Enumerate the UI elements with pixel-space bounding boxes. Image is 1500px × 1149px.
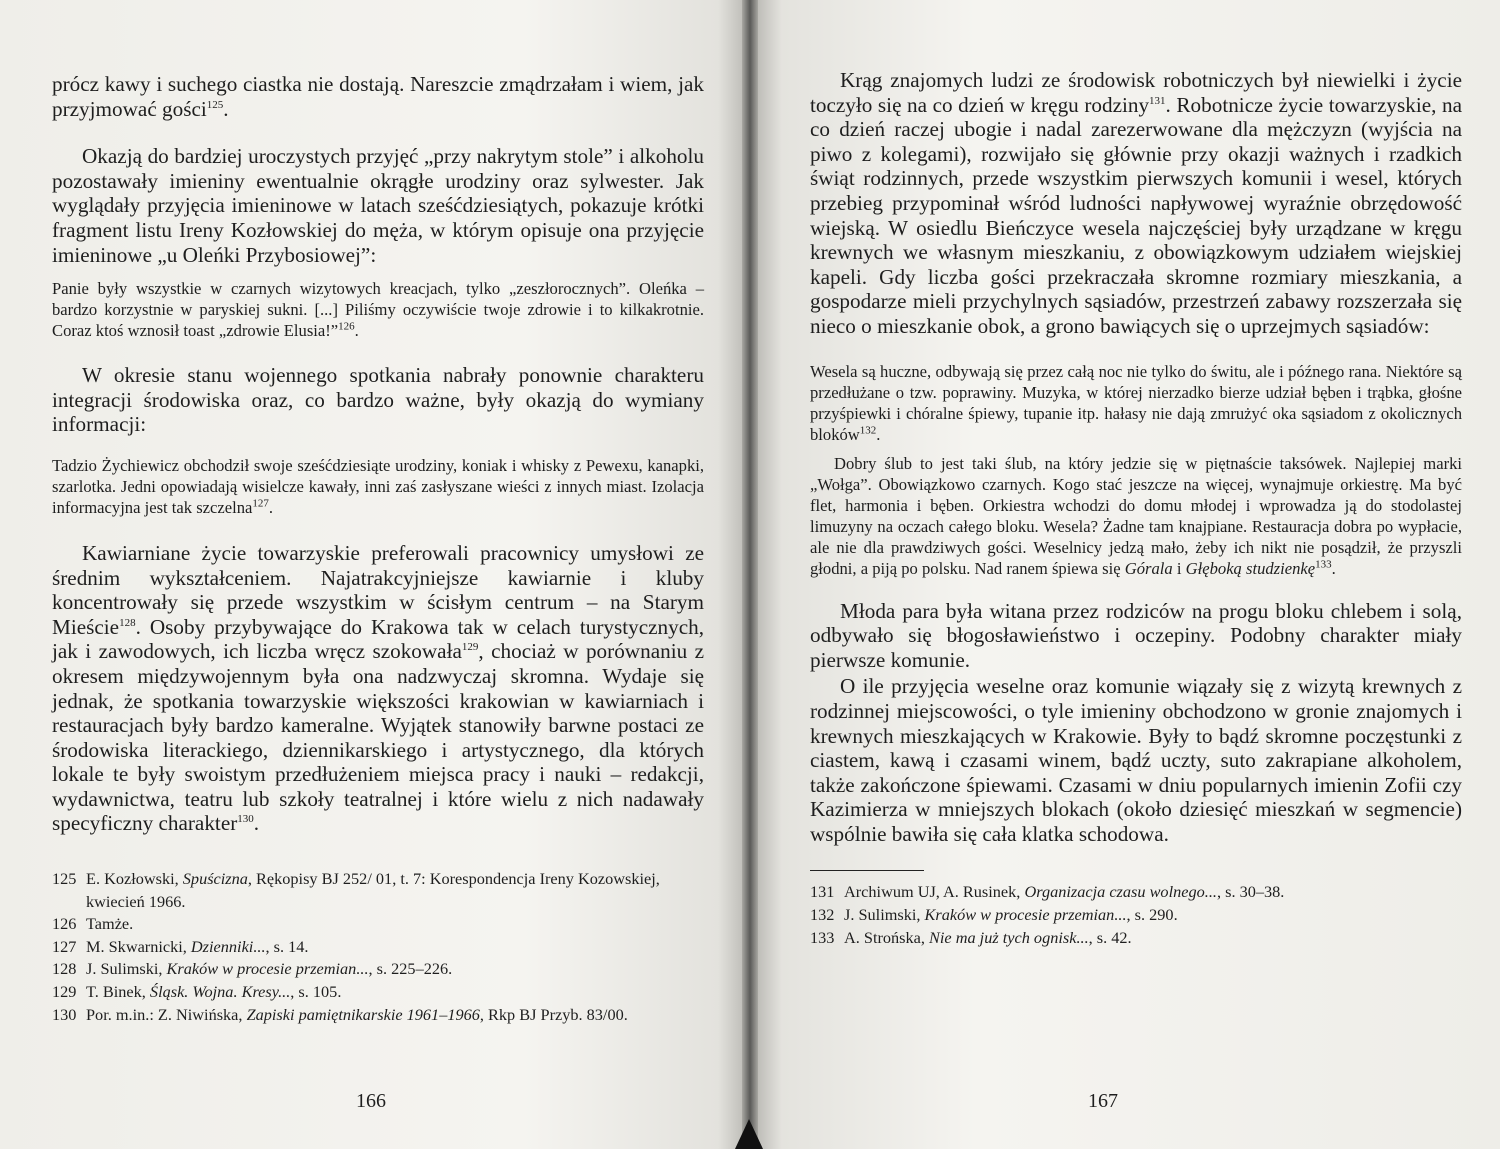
footnote: 129 T. Binek, Śląsk. Wojna. Kresy..., s. 105. <box>52 982 342 1002</box>
footnote-ref[interactable]: 132 <box>859 424 877 436</box>
footnote-ref[interactable]: 133 <box>1315 558 1332 570</box>
footnote: 127 M. Skwarnicki, Dzienniki..., s. 14. <box>52 936 309 956</box>
footnote: 125 E. Kozłowski, Spuścizna, Rękopisy BJ 252/ 01, t. 7: Korespondencja Ireny Kozowskiej, kwiecień 1966. <box>52 869 660 911</box>
right-page <box>752 0 1500 1149</box>
footnote: 131 Archiwum UJ, A. Rusinek, Organizacja czasu wolnego..., s. 30–38. <box>810 882 1285 902</box>
page-number: 167 <box>1088 1090 1118 1112</box>
footnote-ref[interactable]: 130 <box>237 813 254 826</box>
block-quote: Tadzio Żychiewicz obchodził swoje sześćdziesiąte urodziny, koniak i whisky z Pewexu, kanapki, szarlotka. Jedni opowiadają wisielcze kawały, inni zaś zasłyszane wieści z innych miast. Izolacja informacyjna jest tak szczelna$^{127}$. <box>52 455 704 517</box>
footnote-ref[interactable]: 131 <box>1149 94 1166 107</box>
paragraph: Młoda para była witana przez rodziców na progu bloku chlebem i solą, odbywało się błogosławieństwo i oczepiny. Podobny charakter miały pierwsze komunie. <box>810 598 1462 672</box>
left-page <box>0 0 748 1149</box>
block-quote: Panie były wszystkie w czarnych wizytowych kreacjach, tylko „zeszłorocznych”. Oleńka – bardzo korzystnie w paryskiej sukni. [...] Piliśmy oczywiście twoje zdrowie i to kilkakrotnie. Coraz ktoś wznosił toast „zdrowie Elusia!”$^{126}$. <box>52 279 704 341</box>
spine-shadow <box>735 1119 763 1149</box>
footnote: 130 Por. m.in.: Z. Niwińska, Zapiski pamiętnikarskie 1961–1966, Rkp BJ Przyb. 83/00. <box>52 1004 628 1024</box>
footnotes <box>810 881 1462 949</box>
footnote-ref[interactable]: 125 <box>206 98 224 111</box>
footnote-ref[interactable]: 127 <box>252 497 269 510</box>
footnote: 132 J. Sulimski, Kraków w procesie przemian..., s. 290. <box>810 905 1178 925</box>
paragraph: Krąg znajomych ludzi ze środowisk robotniczych był niewielki i życie toczyło się na co dzień w kręgu rodziny$^{131}$. Robotnicze życie towarzyskie, na co dzień raczej ubogie i nadal zarezerwowane dla mężczyzn (wyjścia na piwo z kolegami), rozwijało się głównie przy okazji ważnych i rzadkich świąt rodzinnych, przede wszystkim pierwszych komunii i wesel, których przebieg przypominał wśród ludności napływowej wyraźnie obrzędowość wiejską. W osiedlu Bieńczyce wesela najczęściej były urządzane w kręgu krewnych we własnym mieszkaniu, z obowiązkowym udziałem wiejskiej kapeli. Gdy liczba gości przekraczała skromne rozmiary mieszkania, a gospodarze mieli przychylnych sąsiadów, przestrzeń zabawy rozszerzała się nieco o mieszkanie obok, a grono bawiących się o uprzejmych sąsiadów: <box>810 68 1462 338</box>
footnote: 128 J. Sulimski, Kraków w procesie przemian..., s. 225–226. <box>52 959 453 979</box>
page-number: 166 <box>356 1090 386 1112</box>
footnote-ref[interactable]: 129 <box>461 641 479 654</box>
footnote-ref[interactable]: 128 <box>119 616 136 629</box>
block-quote: Dobry ślub to jest taki ślub, na który jedzie się w piętnaście taksówek. Najlepiej marki „Wołga”. Obowiązkowo czarnych. Kogo stać jeszcze na więcej, wynajmuje orkiestrę. Ma być flet, harmonia i bęben. Orkiestra wchodzi do domu młodej i wprowadza ją do stodolastej limuzyny na oczach całego bloku. Wesela? Żadne tam knajpiane. Restauracja dobra po wypłacie, ale nie dla prawdziwych gości. Weselnicy jedzą mało, żeby ich nikt nie posądził, że przyszli głodni, a piją po polsku. Nad ranem śpiewa się Górala i Głęboką studzienkę$^{133}$. <box>810 453 1462 578</box>
paragraph: Kawiarniane życie towarzyskie preferowali pracownicy umysłowi ze średnim wykształceniem. Najatrakcyjniejsze kawiarnie i kluby koncentrowały się przede wszystkim w ścisłym centrum – na Starym Mieście$^{128}$. Osoby przybywające do Krakowa tak w celach turystycznych, jak i zawodowych, ich liczba wręcz szokowała$^{129}$, chociaż w porównaniu z okresem międzywojennym była ona nadzwyczaj skromna. Wydaje się jednak, że spotkania towarzyskie większości krakowian w kawiarniach i restauracjach były bardzo kameralne. Wyjątek stanowiły barwne postaci ze środowiska literackiego, dziennikarskiego i artystycznego, dla których lokale te były swoistym przedłużeniem miejsca pracy i nauki – redakcji, wydawnictwa, teatru lub szkoły teatralnej i które wielu z nich nadawały specyficzny charakter$^{130}$. <box>52 540 705 836</box>
footnote-ref[interactable]: 126 <box>338 320 355 333</box>
footnote-rule <box>810 870 924 871</box>
paragraph: W okresie stanu wojennego spotkania nabrały ponownie charakteru integracji środowiska oraz, co bardzo ważne, były okazją do wymiany informacji: <box>52 363 704 437</box>
book-gutter <box>742 0 758 1149</box>
paragraph: O ile przyjęcia weselne oraz komunie wiązały się z wizytą krewnych z rodzinnej miejscowości, o tyle imieniny obchodzono w gronie znajomych i krewnych mieszkających w Krakowie. Były to bądź skromne poczęstunki z ciastem, kawą i czasami winem, bądź uczty, suto zakrapiane alkoholem, także zakończone śpiewami. Czasami w dniu popularnych imienin Zofii czy Kazimierza w mniejszych blokach (około dziesięć mieszkań w segmencie) wspólnie bawiła się cała klatka schodowa. <box>810 674 1462 846</box>
block-quote: Wesela są huczne, odbywają się przez całą noc nie tylko do świtu, ale i późnego rana. Niektóre są przedłużane o tzw. poprawiny. Muzyka, w której nierzadko bierze udział bęben i trąbka, głośne przyśpiewki i chóralne śpiewy, tupanie itp. hałasy nie dają zmrużyć oka sąsiadom z okolicznych bloków$^{132}$. <box>810 361 1462 444</box>
paragraph: Okazją do bardziej uroczystych przyjęć „przy nakrytym stole” i alkoholu pozostawały imieniny ewentualnie okrągłe urodziny oraz sylwester. Jak wyglądały przyjęcia imieninowe w latach sześćdziesiątych, pokazuje krótki fragment listu Ireny Kozłowskiej do męża, w którym opisuje ona przyjęcie imieninowe „u Oleńki Przybosiowej”: <box>52 144 704 267</box>
footnotes <box>52 868 704 1026</box>
footnote: 133 A. Strońska, Nie ma już tych ognisk..., s. 42. <box>810 927 1132 947</box>
footnote: 126 Tamże. <box>52 914 134 934</box>
paragraph: prócz kawy i suchego ciastka nie dostają. Nareszcie zmądrzałam i wiem, jak przyjmować gości$^{125}$. <box>52 72 704 121</box>
